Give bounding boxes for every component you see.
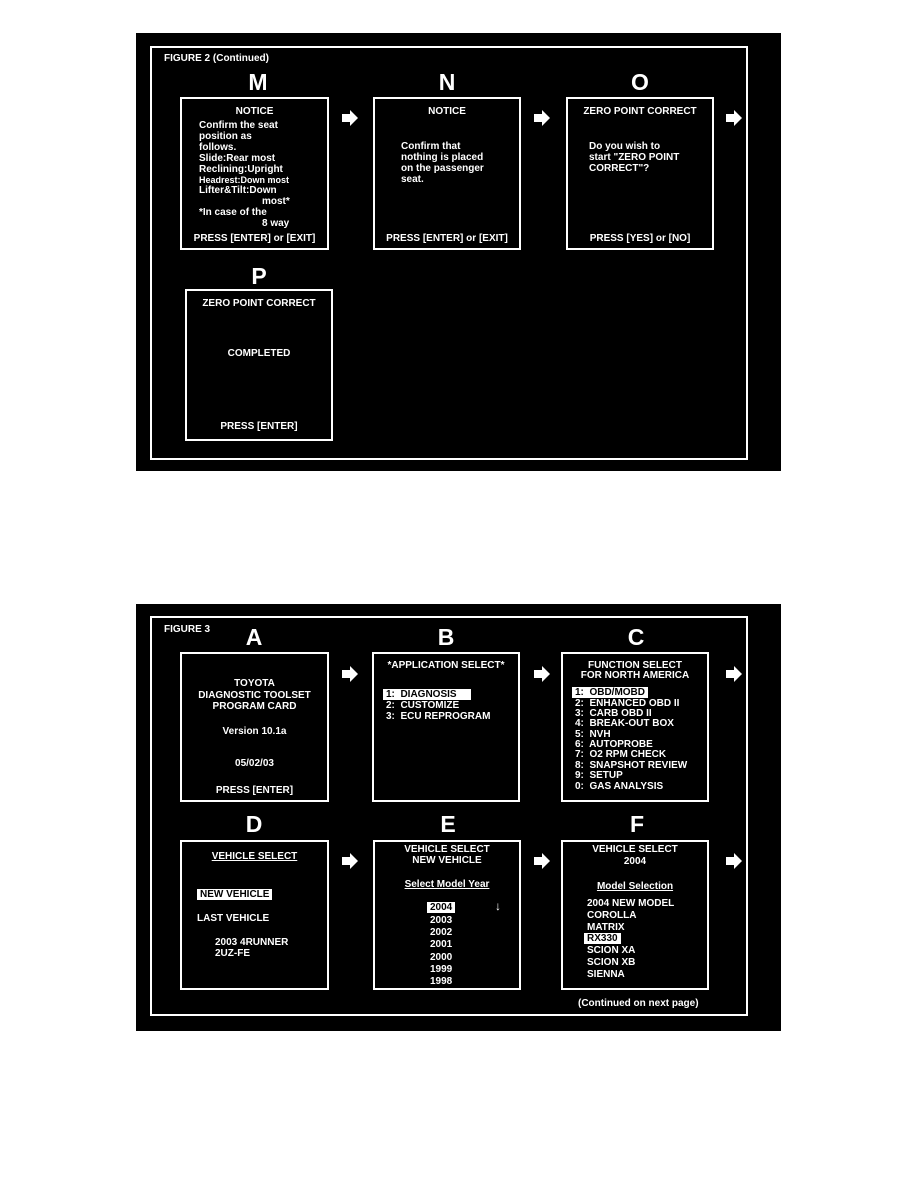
screen-n-line: seat. [401, 174, 424, 185]
screen-e-year: 1998 [430, 976, 453, 987]
screen-n-line: nothing is placed [401, 152, 484, 163]
screen-m-title: NOTICE [235, 106, 274, 117]
arrow-right-icon [534, 110, 550, 126]
screen-f-heading [563, 881, 707, 892]
screen-o-line: CORRECT"? [589, 163, 650, 174]
screen-m-line: 8 way [262, 218, 290, 229]
screen-m-footer: PRESS [ENTER] or [EXIT] [193, 233, 316, 244]
figure-3 [136, 604, 781, 1031]
screen-b-item-selected [383, 689, 471, 700]
screen-n-line: on the passenger [401, 163, 484, 174]
screen-a-footer: PRESS [ENTER] [215, 785, 294, 796]
selected-item-highlight: 1: OBD/MOBD [572, 687, 648, 698]
selected-item-highlight: RX330 [584, 933, 621, 944]
arrow-right-icon [726, 110, 742, 126]
screen-c-item: 0: GAS ANALYSIS [575, 781, 664, 792]
screen-c-function-select [561, 652, 709, 802]
screen-m-notice [180, 97, 329, 250]
screen-c-item: 6: AUTOPROBE [575, 739, 653, 750]
screen-f-model: 2004 NEW MODEL [587, 898, 675, 909]
screen-p-status: COMPLETED [227, 348, 291, 359]
step-letter-a: A [245, 624, 263, 650]
screen-b-title: *APPLICATION SELECT* [387, 660, 505, 671]
arrow-right-icon [342, 666, 358, 682]
screen-a-line: PROGRAM CARD [212, 701, 297, 712]
step-letter-m: M [248, 69, 268, 95]
screen-p-title: ZERO POINT CORRECT [202, 298, 316, 309]
screen-a-date: 05/02/03 [235, 758, 274, 769]
screen-d-title [182, 851, 327, 862]
screen-b-item: 3: ECU REPROGRAM [386, 711, 491, 722]
screen-n-footer: PRESS [ENTER] or [EXIT] [386, 233, 508, 244]
screen-c-item: 2: ENHANCED OBD II [575, 698, 680, 709]
screen-e-subtitle: NEW VEHICLE [412, 855, 482, 866]
screen-f-model-selected [584, 933, 621, 944]
screen-f-model: SCION XB [587, 957, 636, 968]
screen-c-item: 8: SNAPSHOT REVIEW [575, 760, 688, 771]
screen-b-item: 2: CUSTOMIZE [386, 700, 460, 711]
screen-m-line: Headrest:Down most [199, 175, 290, 185]
screen-o-footer: PRESS [YES] or [NO] [589, 233, 691, 244]
screen-f-title: VEHICLE SELECT [592, 844, 678, 855]
screen-o-zero-point [566, 97, 714, 250]
step-letter-n: N [438, 69, 456, 95]
figure-2-title: FIGURE 2 (Continued) [164, 53, 269, 64]
screen-m-line: position as [199, 131, 252, 142]
screen-p-footer: PRESS [ENTER] [220, 421, 298, 432]
screen-d-new-vehicle [197, 889, 272, 900]
step-letter-o: O [631, 69, 649, 95]
screen-m-line: follows. [199, 142, 237, 153]
screen-f-heading-text: Model Selection [596, 881, 674, 892]
screen-m-line: Slide:Rear most [199, 153, 276, 164]
screen-f-model-selection [561, 840, 709, 990]
screen-c-item: 5: NVH [575, 729, 611, 740]
screen-f-subtitle: 2004 [623, 856, 647, 867]
screen-e-model-year [373, 840, 521, 990]
screen-a-version: Version 10.1a [222, 726, 287, 737]
screen-o-title: ZERO POINT CORRECT [583, 106, 697, 117]
screen-f-model: COROLLA [587, 910, 637, 921]
screen-o-line: Do you wish to [589, 141, 661, 152]
screen-m-line: *In case of the [199, 207, 267, 218]
screen-p-completed [185, 289, 333, 441]
screen-f-model: SCION XA [587, 945, 636, 956]
screen-a-line: TOYOTA [234, 678, 275, 689]
step-letter-b: B [437, 624, 455, 650]
step-letter-c: C [627, 624, 645, 650]
scroll-down-icon: ↓ [495, 899, 501, 913]
screen-b-application-select [372, 652, 520, 802]
screen-c-item: 4: BREAK-OUT BOX [575, 718, 674, 729]
step-letter-p: P [251, 263, 267, 289]
arrow-right-icon [534, 666, 550, 682]
screen-d-vehicle-select [180, 840, 329, 990]
screen-e-year: 2001 [430, 939, 453, 950]
screen-m-line: Confirm the seat [199, 120, 278, 131]
screen-d-title-text: VEHICLE SELECT [211, 851, 298, 862]
screen-c-item: 3: CARB OBD II [575, 708, 652, 719]
screen-c-subtitle: FOR NORTH AMERICA [580, 670, 690, 681]
screen-f-model: SIENNA [587, 969, 625, 980]
arrow-right-icon [342, 853, 358, 869]
selected-item-highlight: 2004 [427, 902, 455, 913]
screen-e-year: 1999 [430, 964, 453, 975]
screen-e-year: 2003 [430, 915, 453, 926]
arrow-right-icon [726, 853, 742, 869]
figure-2 [136, 33, 781, 471]
screen-c-title: FUNCTION SELECT [588, 660, 682, 671]
screen-m-line: Reclining:Upright [199, 164, 283, 175]
screen-d-vehicle-engine: 2UZ-FE [215, 948, 250, 959]
screen-f-model: MATRIX [587, 922, 625, 933]
selected-item-highlight: 1: DIAGNOSIS [383, 689, 471, 700]
screen-d-last-vehicle: LAST VEHICLE [197, 913, 270, 924]
screen-o-line: start "ZERO POINT [589, 152, 680, 163]
screen-e-year: 2002 [430, 927, 453, 938]
step-letter-f: F [629, 811, 645, 837]
screen-c-item-selected [572, 687, 648, 698]
screen-a-program-card [180, 652, 329, 802]
screen-m-line: Lifter&Tilt:Down [199, 185, 277, 196]
screen-e-year: 2000 [430, 952, 453, 963]
screen-e-heading [375, 879, 519, 890]
screen-n-notice [373, 97, 521, 250]
screen-n-title: NOTICE [428, 106, 466, 117]
screen-e-year-selected [427, 902, 455, 913]
screen-d-vehicle-model: 2003 4RUNNER [215, 937, 289, 948]
screen-c-item: 7: O2 RPM CHECK [575, 749, 667, 760]
screen-e-heading-text: Select Model Year [404, 879, 490, 890]
screen-m-line: most* [262, 196, 290, 207]
step-letter-e: E [440, 811, 456, 837]
screen-n-line: Confirm that [401, 141, 461, 152]
screen-e-title: VEHICLE SELECT [404, 844, 490, 855]
arrow-right-icon [534, 853, 550, 869]
arrow-right-icon [726, 666, 742, 682]
selected-item-highlight: NEW VEHICLE [197, 889, 272, 900]
continued-note: (Continued on next page) [578, 998, 699, 1009]
screen-a-line: DIAGNOSTIC TOOLSET [198, 690, 311, 701]
step-letter-d: D [245, 811, 263, 837]
figure-3-title: FIGURE 3 [164, 624, 211, 635]
screen-c-item: 9: SETUP [575, 770, 623, 781]
arrow-right-icon [342, 110, 358, 126]
